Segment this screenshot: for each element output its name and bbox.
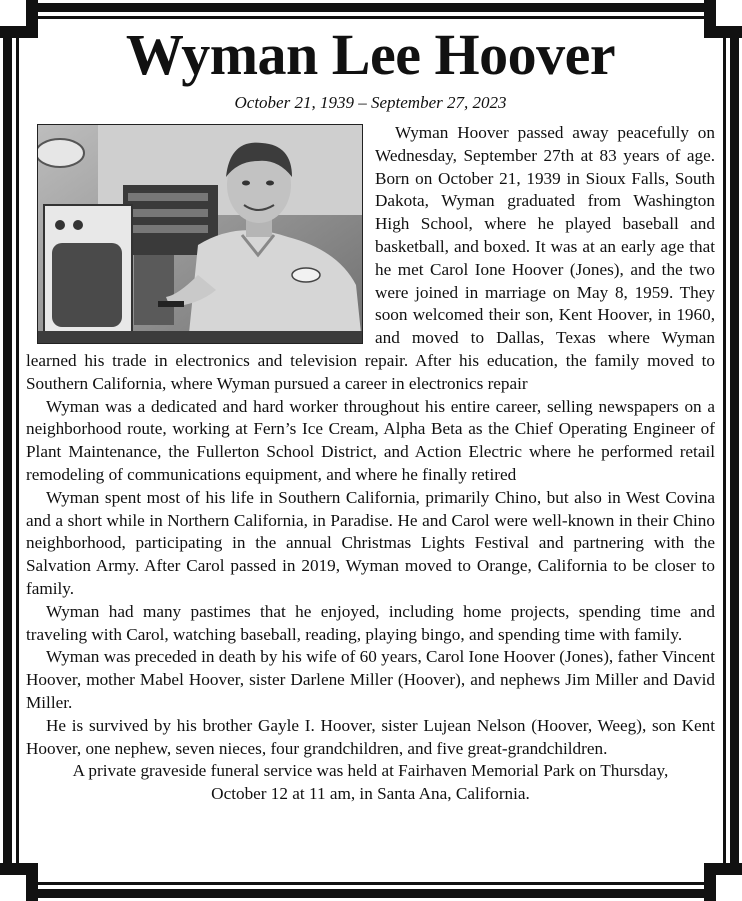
obituary-body (26, 122, 715, 806)
paragraph: Wyman had many pastimes that he enjoyed, including home projects, spending time and traveling with Carol, watching baseball, reading, playing bingo, and spending time with family. (26, 601, 715, 644)
paragraph: Wyman was preceded in death by his wife of 60 years, Carol Ione Hoover (Jones), father Vincent Hoover, mother Mabel Hoover, sister Darlene Miller (Hoover), and nephews Jim Miller and David Miller. (26, 647, 715, 712)
portrait-photo-icon (38, 125, 362, 343)
paragraph: Wyman was a dedicated and hard worker throughout his entire career, selling newspapers on a neighborhood route, working at Fern’s Ice Cream, Alpha Beta as the Chief Operating Engineer of Plant Maintenance, the Fullerton School District, and Action Electric where he performed retail remodeling of communications equipment, and where he finally retired (26, 396, 715, 484)
portrait-photo (37, 124, 363, 344)
obituary-notice (26, 22, 715, 806)
paragraph: He is survived by his brother Gayle I. Hoover, sister Lujean Nelson (Hoover, Weeg), son Kent Hoover, one nephew, seven nieces, four grandchildren, and five great-grandchildren. (26, 715, 715, 758)
paragraph: Wyman spent most of his life in Southern California, primarily Chino, but also in West Covina and a short while in Northern California, in Paradise. He and Carol were well-known in their Chino neighborhood, participating in the annual Christmas Lights Festival and partnering with the Salvation Army. After Carol passed in 2019, Wyman moved to Orange, California to be closer to family. (26, 487, 715, 598)
service-notice: A private graveside funeral service was held at Fairhaven Memorial Park on Thursday, October 12 at 11 am, in Santa Ana, California. (72, 761, 669, 804)
life-dates: October 21, 1939 – September 27, 2023 (234, 93, 507, 112)
corner-ornament (704, 863, 742, 901)
deceased-name: Wyman Lee Hoover (125, 22, 616, 87)
corner-ornament (0, 863, 38, 901)
paragraph: Wyman Hoover passed away peacefully on Wednesday, September 27th at 83 years of age. Born on October 21, 1939 in Sioux Falls, South Dakota, Wyman graduated from Washington High School, where he played baseball and basketball, and boxed. It was at an early age that he met Carol Ione Hoover (Jones), and the two were joined in marriage on May 8, 1959. They soon welcomed their son, Kent Hoover, in 1960, and moved to Dallas, Texas where Wyman learned his trade in electronics and television repair. After his education, the family moved to Southern California, where Wyman pursued a career in electronics repair (26, 123, 715, 393)
